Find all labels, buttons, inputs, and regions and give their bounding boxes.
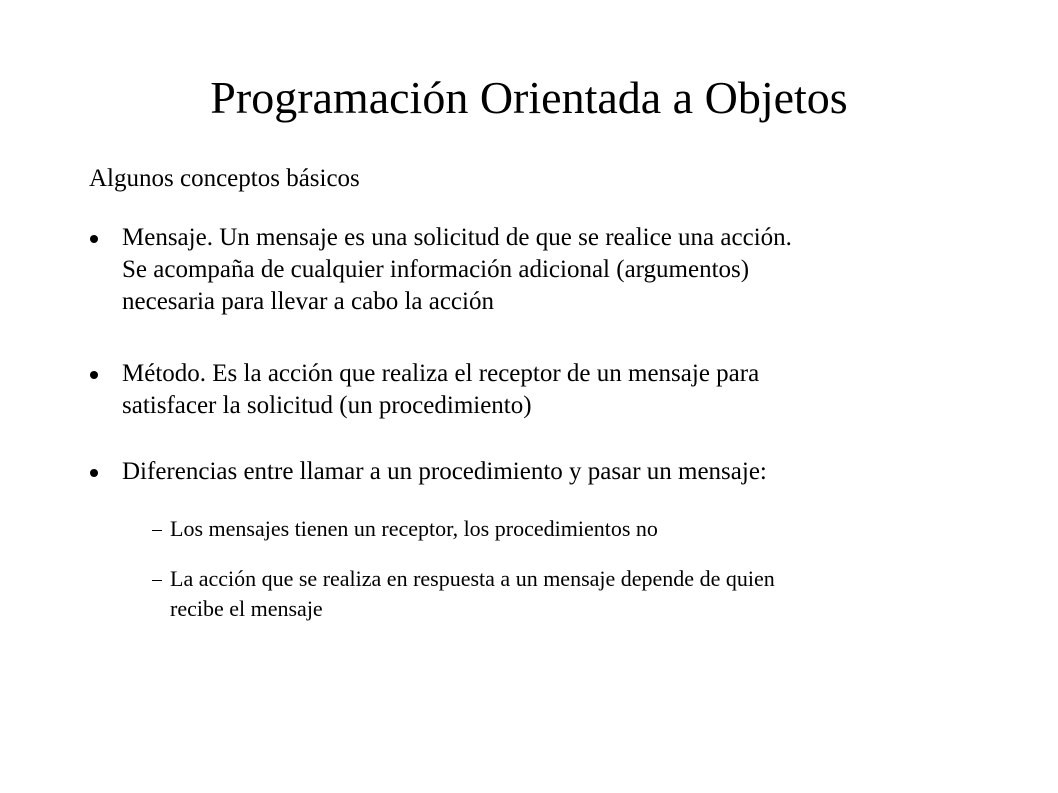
dash-icon (152, 580, 162, 581)
bullet-line: necesaria para llevar a cabo la acción (122, 288, 494, 315)
sub-bullet-text (170, 514, 1000, 544)
bullet-line: Diferencias entre llamar a un procedimiento y pasar un mensaje: (122, 458, 767, 485)
slide-title: Programación Orientada a Objetos (210, 72, 848, 123)
bullet-line: Mensaje. Un mensaje es una solicitud de que se realice una acción. (122, 224, 792, 251)
bullet-text (122, 456, 1002, 488)
bullet-line: Se acompaña de cualquier información adicional (argumentos) (122, 256, 750, 283)
bullet-line: Método. Es la acción que realiza el receptor de un mensaje para (122, 360, 760, 387)
slide-subtitle: Algunos conceptos básicos (89, 165, 360, 192)
bullet-dot-icon (90, 235, 98, 243)
bullet-text (122, 222, 1002, 318)
dash-icon (152, 530, 162, 531)
sub-bullet-line: recibe el mensaje (170, 596, 323, 621)
bullet-dot-icon (90, 371, 98, 379)
bullet-dot-icon (90, 469, 98, 477)
sub-bullet-text (170, 564, 1000, 624)
sub-bullet-line: Los mensajes tienen un receptor, los procedimientos no (170, 516, 658, 541)
sub-bullet-line: La acción que se realiza en respuesta a un mensaje depende de quien (170, 566, 775, 591)
bullet-text (122, 358, 1002, 422)
bullet-line: satisfacer la solicitud (un procedimiento) (122, 392, 532, 419)
